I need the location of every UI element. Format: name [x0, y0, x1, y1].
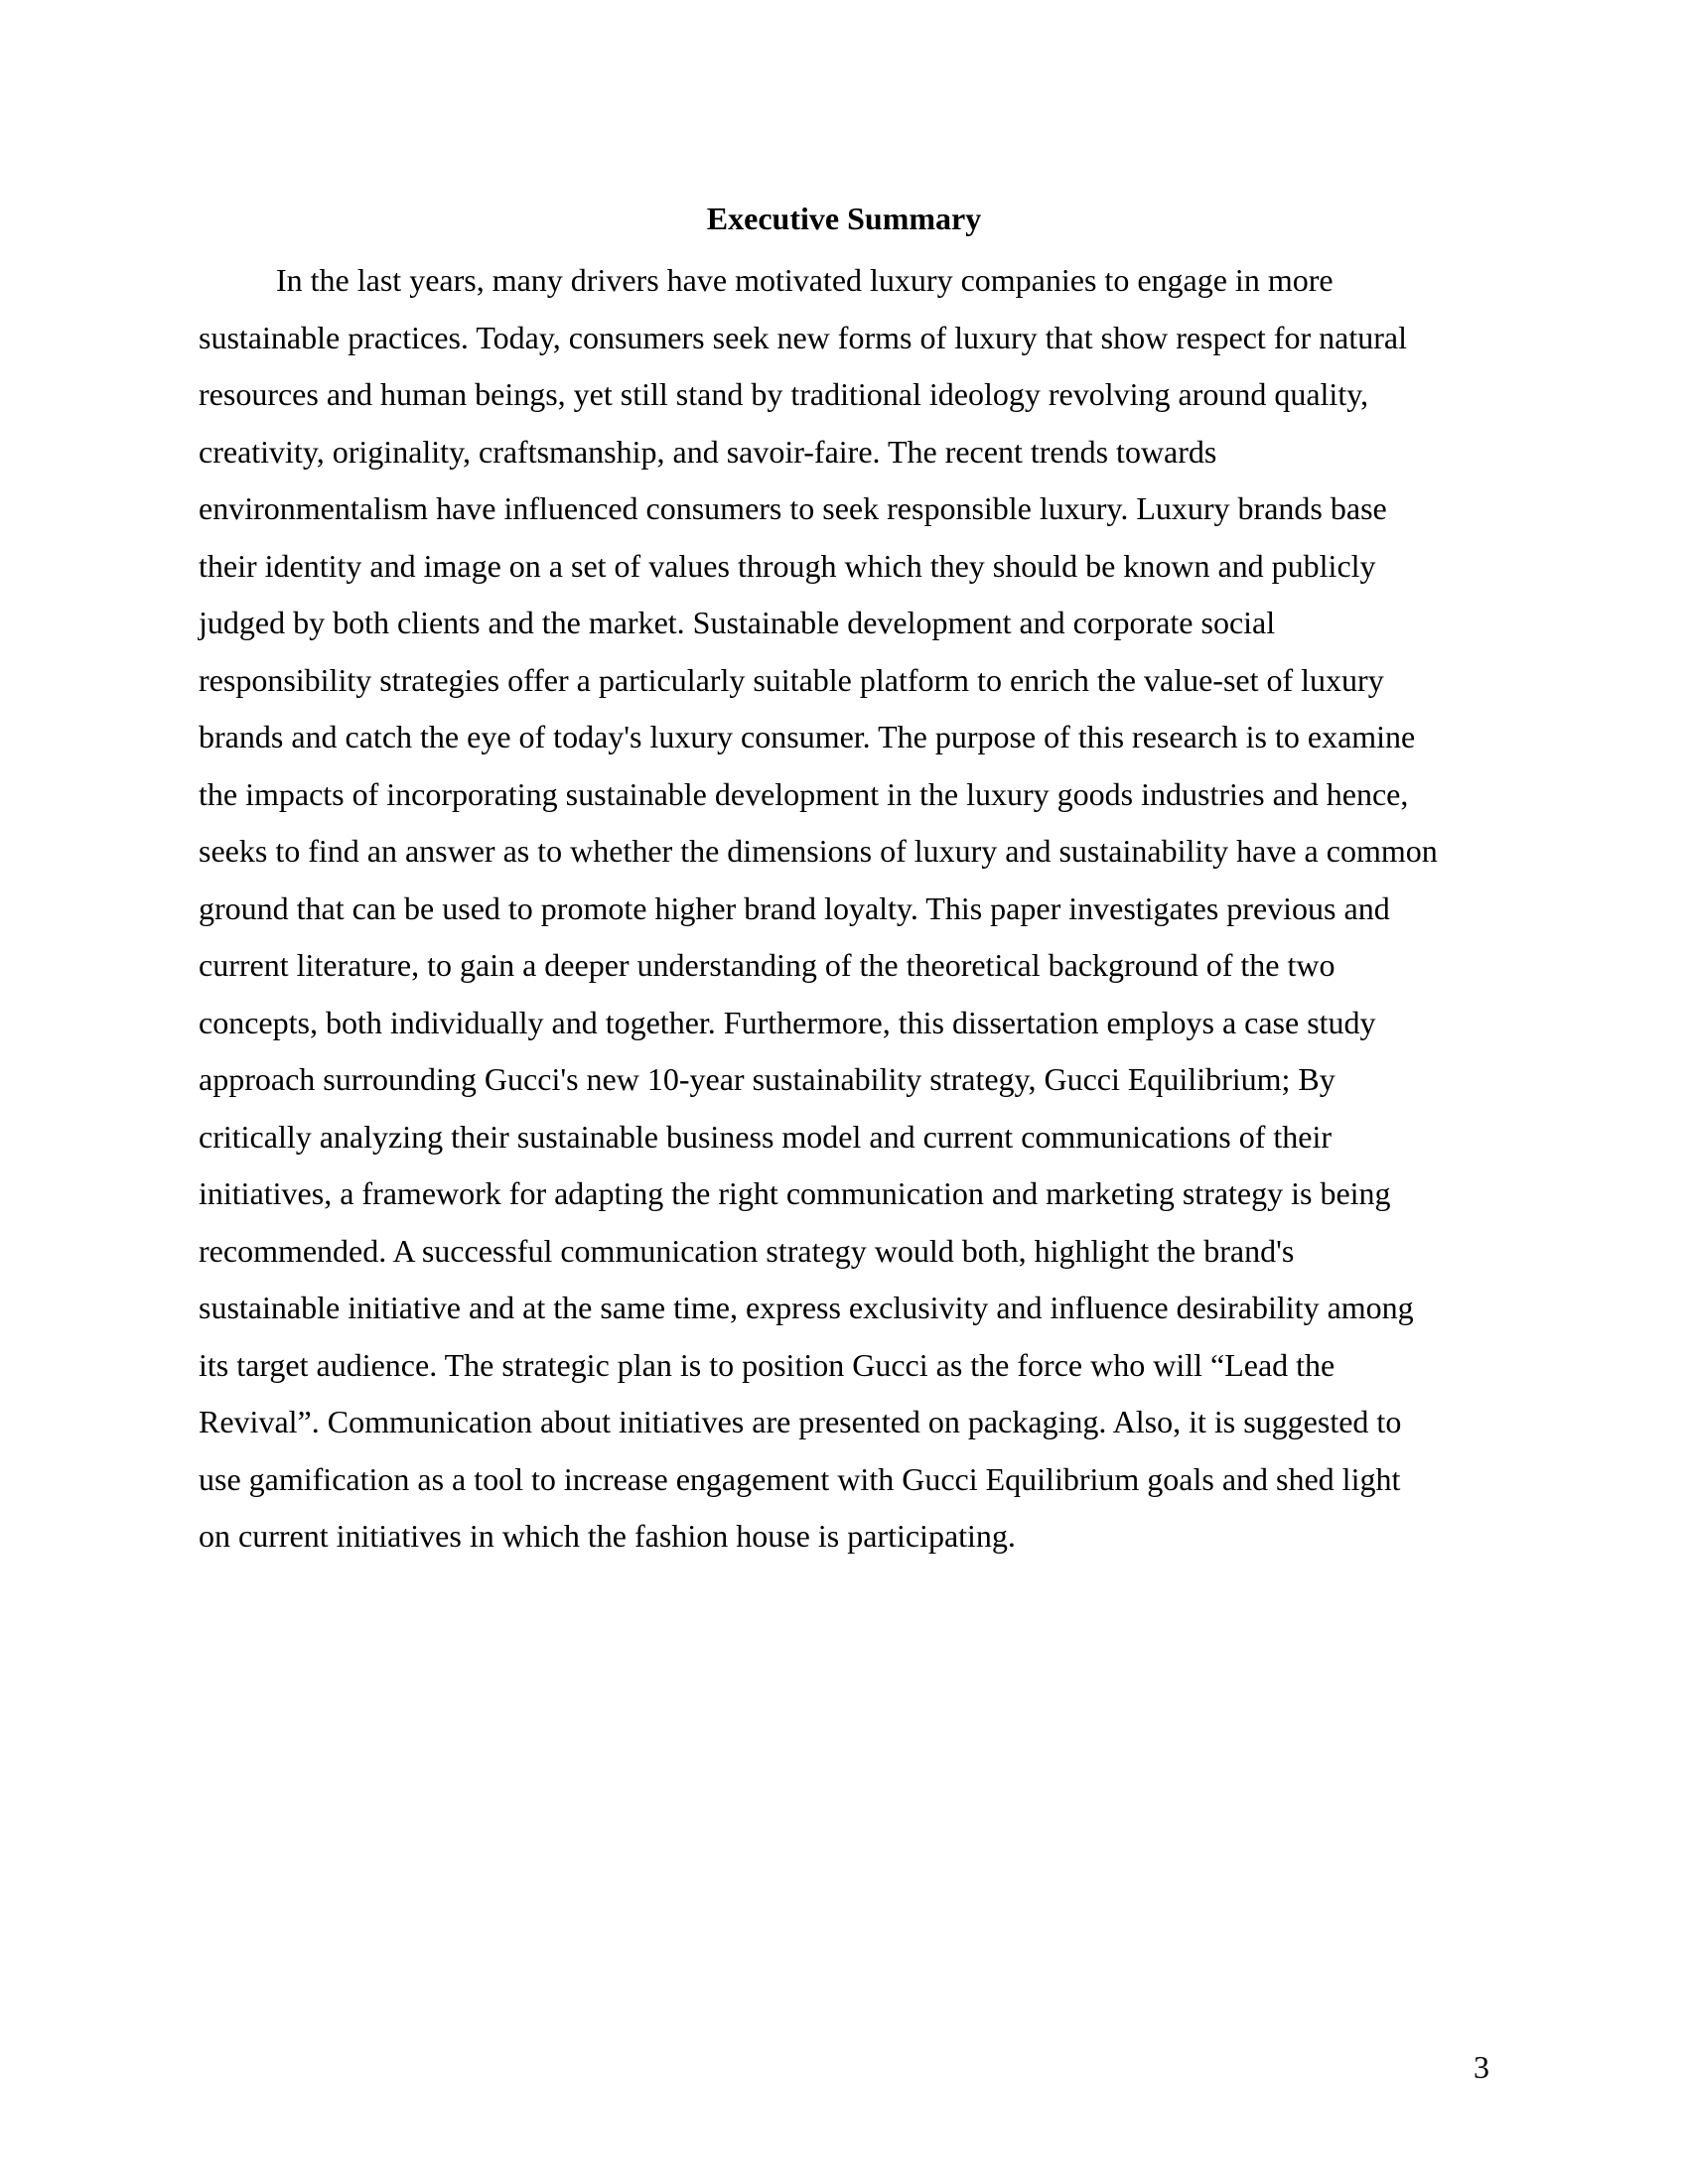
paragraph-line: Revival”. Communication about initiatives are presented on packaging. Also, it is suggested to [199, 1404, 1402, 1439]
paragraph-line: creativity, originality, craftsmanship, and savoir-faire. The recent trends towards [199, 433, 1217, 470]
page-number: 3 [1474, 2049, 1489, 2085]
paragraph-line: use gamification as a tool to increase engagement with Gucci Equilibrium goals and shed light [199, 1460, 1401, 1497]
paragraph-line: responsibility strategies offer a particularly suitable platform to enrich the value-set of luxury [199, 661, 1384, 698]
paragraph-line: the impacts of incorporating sustainable development in the luxury goods industries and hence, [199, 775, 1409, 812]
paragraph-line: environmentalism have influenced consumers to seek responsible luxury. Luxury brands base [199, 490, 1387, 526]
paragraph-line: sustainable initiative and at the same time, express exclusivity and influence desirability among [199, 1290, 1414, 1325]
paragraph-line: judged by both clients and the market. Sustainable development and corporate social [199, 605, 1276, 640]
paragraph-line: approach surrounding Gucci's new 10-year sustainability strategy, Gucci Equilibrium; By [199, 1061, 1336, 1097]
paragraph-line: sustainable practices. Today, consumers seek new forms of luxury that show respect for natural [199, 319, 1407, 355]
paragraph-line: brands and catch the eye of today's luxury consumer. The purpose of this research is to examine [199, 719, 1416, 754]
paragraph-line: resources and human beings, yet still stand by traditional ideology revolving around quality, [199, 376, 1369, 412]
paragraph-line: recommended. A successful communication strategy would both, highlight the brand's [199, 1232, 1295, 1269]
paragraph-line: on current initiatives in which the fashion house is participating. [199, 1518, 1016, 1554]
paragraph-line: its target audience. The strategic plan is to position Gucci as the force who will “Lead the [199, 1346, 1336, 1383]
paragraph-line: concepts, both individually and together. Furthermore, this dissertation employs a case study [199, 1004, 1376, 1040]
paragraph-line: initiatives, a framework for adapting the right communication and marketing strategy is being [199, 1175, 1391, 1211]
paragraph-line: ground that can be used to promote higher brand loyalty. This paper investigates previous and [199, 889, 1390, 926]
paragraph-line: current literature, to gain a deeper understanding of the theoretical background of the two [199, 947, 1336, 983]
paragraph-line: In the last years, many drivers have motivated luxury companies to engage in more [276, 262, 1334, 298]
paragraph-line: critically analyzing their sustainable business model and current communications of their [199, 1118, 1332, 1155]
paragraph-line: seeks to find an answer as to whether the dimensions of luxury and sustainability have a common [199, 833, 1438, 869]
executive-summary-paragraph [199, 252, 1489, 1566]
paragraph-line: their identity and image on a set of values through which they should be known and publicly [199, 547, 1376, 584]
page-title: Executive Summary [706, 201, 982, 236]
